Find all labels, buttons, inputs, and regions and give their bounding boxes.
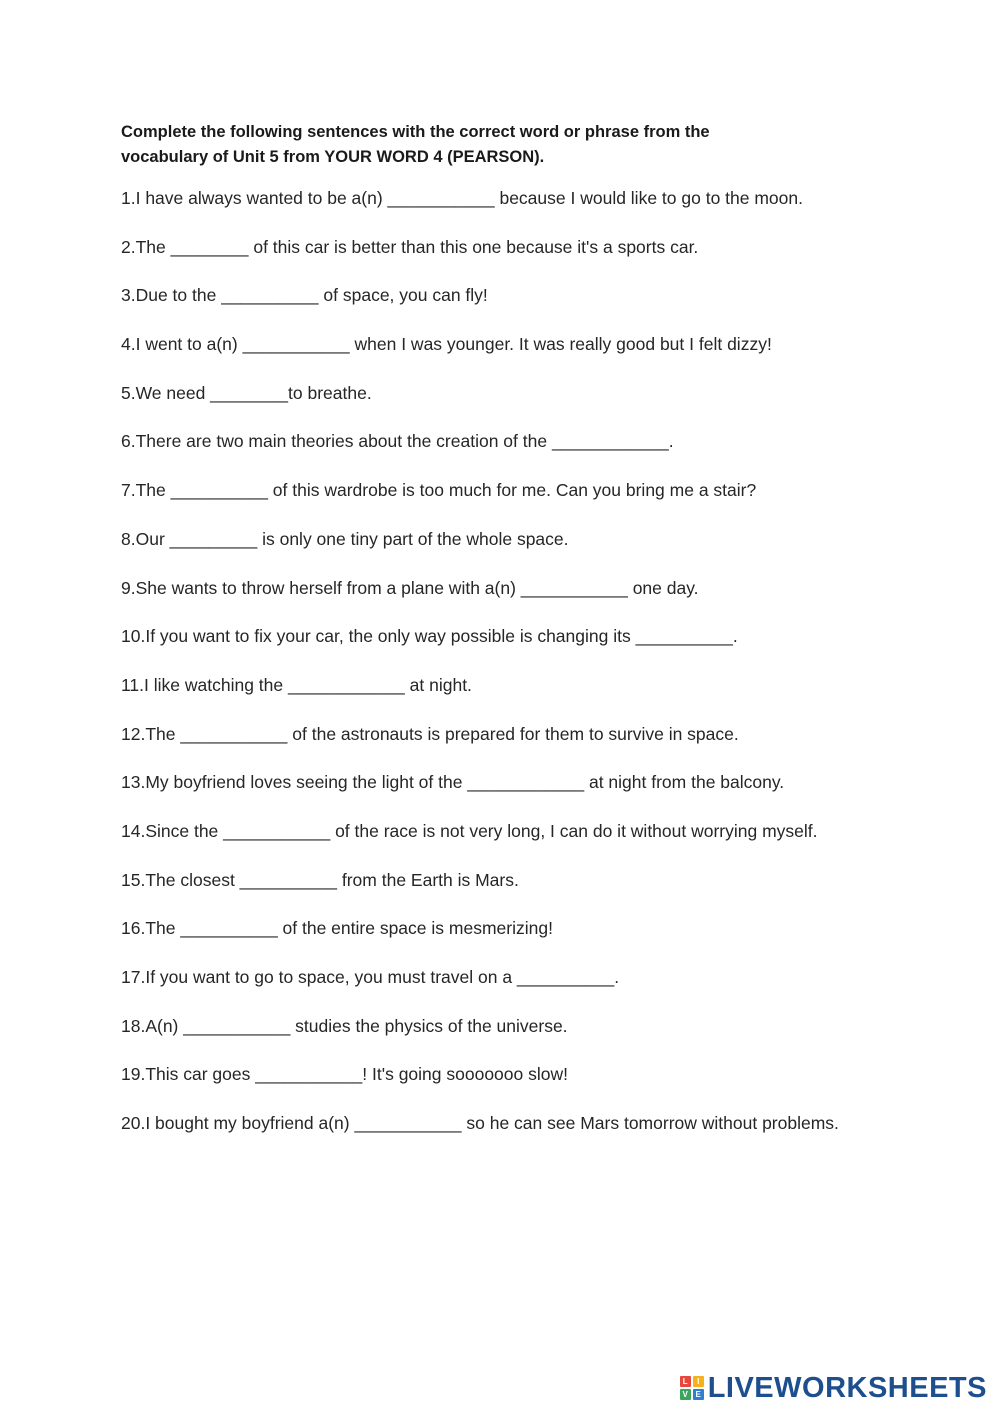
question-9: 9.She wants to throw herself from a plane with a(n) ___________ one day. bbox=[121, 577, 699, 598]
question-19: 19.This car goes ___________! It's going sooooooo slow! bbox=[121, 1064, 568, 1085]
question-17: 17.If you want to go to space, you must travel on a __________. bbox=[121, 967, 620, 987]
question-20: 20.I bought my boyfriend a(n) ___________ so he can see Mars tomorrow without problems. bbox=[121, 1113, 839, 1134]
worksheet bbox=[121, 120, 921, 1160]
question-15: 15.The closest __________ from the Earth is Mars. bbox=[121, 869, 519, 890]
instructions bbox=[121, 120, 921, 170]
question-list bbox=[121, 186, 921, 1135]
question-12: 12.The ___________ of the astronauts is prepared for them to survive in space. bbox=[121, 723, 739, 744]
question-11: 11.I like watching the ____________ at night. bbox=[121, 674, 472, 695]
logo-text: LIVEWORKSHEETS bbox=[707, 1371, 987, 1404]
logo-cubes-icon bbox=[680, 1376, 704, 1400]
logo-cube-l: L bbox=[680, 1376, 691, 1387]
question-7: 7.The __________ of this wardrobe is too much for me. Can you bring me a stair? bbox=[121, 480, 757, 501]
question-14: 14.Since the ___________ of the race is not very long, I can do it without worrying myself. bbox=[121, 820, 818, 841]
question-4: 4.I went to a(n) ___________ when I was younger. It was really good but I felt dizzy! bbox=[121, 334, 772, 355]
instructions-line-2: vocabulary of Unit 5 from YOUR WORD 4 (PEARSON). bbox=[121, 148, 545, 166]
liveworksheets-logo bbox=[680, 1372, 987, 1404]
question-1: 1.I have always wanted to be a(n) ___________ because I would like to go to the moon. bbox=[121, 188, 803, 208]
question-5: 5.We need ________to breathe. bbox=[121, 382, 372, 403]
question-10: 10.If you want to fix your car, the only way possible is changing its __________. bbox=[121, 626, 738, 647]
question-13: 13.My boyfriend loves seeing the light of the ____________ at night from the balcony. bbox=[121, 772, 785, 793]
question-8: 8.Our _________ is only one tiny part of the whole space. bbox=[121, 528, 569, 549]
question-3: 3.Due to the __________ of space, you can fly! bbox=[121, 285, 488, 306]
question-16: 16.The __________ of the entire space is mesmerizing! bbox=[121, 918, 553, 939]
logo-cube-e: E bbox=[693, 1389, 704, 1400]
logo-cube-i: I bbox=[693, 1376, 704, 1387]
question-18: 18.A(n) ___________ studies the physics of the universe. bbox=[121, 1015, 568, 1036]
question-2: 2.The ________ of this car is better than this one because it's a sports car. bbox=[121, 236, 699, 257]
question-6: 6.There are two main theories about the creation of the ____________. bbox=[121, 431, 674, 452]
logo-cube-v: V bbox=[680, 1389, 691, 1400]
instructions-line-1: Complete the following sentences with the correct word or phrase from the bbox=[121, 123, 710, 141]
